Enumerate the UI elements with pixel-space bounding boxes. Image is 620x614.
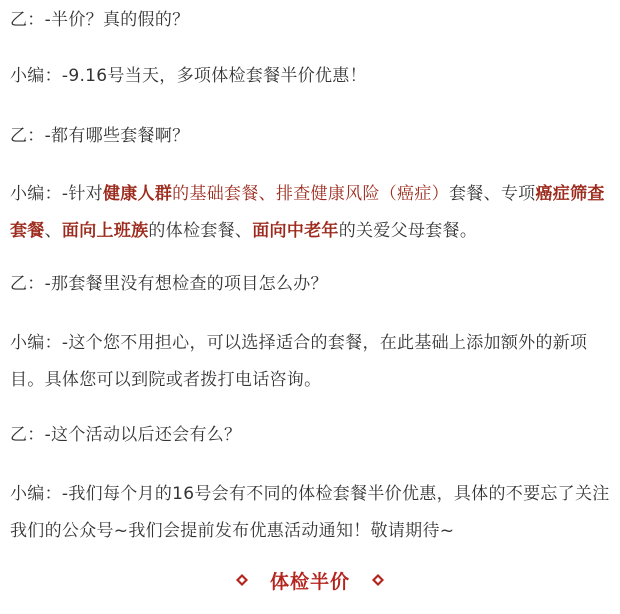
dialogue-line-6 [10,325,614,399]
dialogue-text: 的关爱父母套餐。 [338,221,478,241]
dialogue-text: 9.16号当天，多项体检套餐半价优惠！ [68,66,367,86]
dialogue-line-1 [10,2,189,39]
dialogue-text: 都有哪些套餐啊？ [51,126,190,146]
speaker-label: 乙：- [10,274,52,294]
dialogue-text: 这个活动以后还会有么？ [51,425,242,445]
highlight-elderly: 面向中老年 [252,221,339,241]
diamond-icon [236,574,248,586]
speaker-label: 小编：- [10,484,69,504]
speaker-label: 乙：- [10,425,52,445]
highlight-basic-package: 的基础套餐、排查健康风险（癌症） [172,184,449,204]
dialogue-text: 套餐、专项 [448,184,536,204]
dialogue-line-2 [10,58,367,95]
dialogue-text: 这个您不用担心，可以选择适合的套餐，在此基础上添加额外的新项目。具体您可以到院或者拨打电话咨询。 [10,333,588,390]
dialogue-line-5 [10,266,328,303]
section-footer [0,562,620,598]
speaker-label: 小编：- [10,333,69,353]
highlight-office-workers: 面向上班族 [61,221,149,241]
dialogue-text: 我们每个月的16号会有不同的体检套餐半价优惠，具体的不要忘了关注我们的公众号~我们会提前发布优惠活动通知！敬请期待~ [10,484,610,541]
dialogue-text: 的体检套餐、 [148,221,253,241]
speaker-label: 小编：- [10,184,69,204]
dialogue-text: 那套餐里没有想检查的项目怎么办？ [51,274,328,294]
dialogue-text: 半价？真的假的？ [51,10,190,30]
speaker-label: 小编：- [10,66,69,86]
highlight-healthy-people: 健康人群 [102,184,173,204]
dialogue-line-3 [10,118,189,155]
dialogue-line-8 [10,476,614,550]
dialogue-line-4 [10,176,614,250]
highlight-cancer-screening: 癌症筛查套餐 [10,184,605,241]
speaker-label: 乙：- [10,10,52,30]
dialogue-text: 针对 [68,184,103,204]
section-title: 体检半价 [269,570,350,593]
diamond-icon [372,574,384,586]
dialogue-line-7 [10,417,241,454]
speaker-label: 乙：- [10,126,52,146]
dialogue-text: 、 [44,221,62,241]
